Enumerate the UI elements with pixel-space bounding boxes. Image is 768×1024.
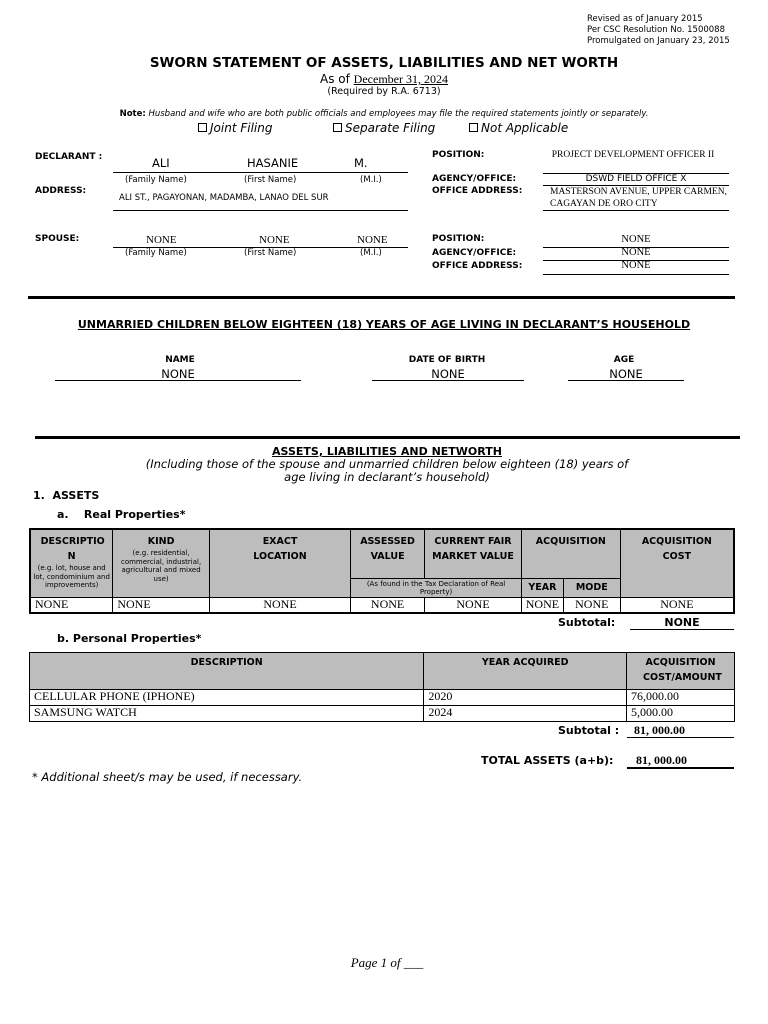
- children-dob: NONE: [431, 367, 465, 381]
- declarant-position: PROJECT DEVELOPMENT OFFICER II: [551, 150, 715, 160]
- real-assessed-header-label: ASSESSED VALUE: [360, 536, 415, 562]
- real-cost-header: [620, 529, 734, 597]
- table-row: [30, 690, 735, 706]
- real-cell: NONE: [113, 597, 210, 613]
- page-title: SWORN STATEMENT OF ASSETS, LIABILITIES AND NET WORTH: [149, 55, 619, 71]
- not-applicable-checkbox[interactable]: [469, 123, 478, 132]
- required-by: (Required by R.A. 6713): [327, 86, 441, 97]
- spouse-mi-caption: (M.I.): [360, 248, 382, 258]
- real-fair-header-label: CURRENT FAIR MARKET VALUE: [432, 536, 514, 562]
- personal-desc-cell: SAMSUNG WATCH: [30, 706, 424, 722]
- real-location-header-label: EXACT LOCATION: [253, 536, 307, 562]
- first-name-caption: (First Name): [244, 175, 297, 185]
- children-dob-underline: [372, 380, 524, 381]
- real-location-header: [209, 529, 350, 597]
- declarant-office-address: MASTERSON AVENUE, UPPER CARMEN, CAGAYAN DE ORO CITY: [550, 187, 727, 209]
- spouse-office-address-label: OFFICE ADDRESS:: [432, 261, 523, 271]
- real-mode-header: MODE: [563, 578, 620, 597]
- revision-line: Per CSC Resolution No. 1500088: [587, 25, 726, 35]
- spouse-office-address: NONE: [621, 260, 651, 271]
- real-acquisition-header-label: ACQUISITION: [535, 536, 606, 547]
- revision-line: Revised as of January 2015: [587, 14, 703, 24]
- spouse-position-label: POSITION:: [432, 234, 485, 244]
- real-desc-header-label: DESCRIPTIO N: [40, 536, 105, 562]
- real-desc-header: [30, 529, 113, 597]
- note-text: Husband and wife who are both public officials and employees may file the required statements jointly or separately.: [148, 109, 649, 119]
- declarant-first-name: HASANIE: [247, 156, 299, 170]
- address-label: ADDRESS:: [35, 186, 87, 196]
- total-assets-underline: [627, 767, 734, 769]
- real-assessed-header: [351, 529, 425, 578]
- revision-line: Promulgated on January 23, 2015: [587, 36, 730, 46]
- agency-label: AGENCY/OFFICE:: [432, 174, 517, 184]
- separate-filing-option[interactable]: [333, 121, 435, 135]
- children-name-underline: [55, 380, 301, 381]
- section-divider: [28, 296, 735, 299]
- note: [0, 109, 768, 119]
- children-dob-label: DATE OF BIRTH: [408, 355, 486, 365]
- joint-filing-option[interactable]: [198, 121, 272, 135]
- personal-subtotal-underline: [627, 737, 734, 738]
- total-assets-value: 81, 000.00: [636, 753, 687, 767]
- real-subtotal-label: Subtotal:: [558, 616, 616, 629]
- real-cell: NONE: [620, 597, 734, 613]
- personal-properties-table: [29, 652, 735, 722]
- spouse-family-caption: (Family Name): [125, 248, 187, 258]
- real-properties-table: [29, 528, 735, 614]
- section-divider: [35, 436, 740, 439]
- position-label: POSITION:: [432, 150, 485, 160]
- real-cell: NONE: [30, 597, 113, 613]
- spouse-mi: NONE: [357, 234, 388, 246]
- real-kind-header: [113, 529, 210, 597]
- as-of-date: December 31, 2024: [353, 72, 448, 86]
- assets-subheading: (Including those of the spouse and unmarried children below eighteen (18) years of age living in declarant’s household): [145, 457, 629, 484]
- real-year-header: YEAR: [521, 578, 563, 597]
- as-of-line: [0, 72, 768, 87]
- real-subtotal-underline: [630, 629, 734, 630]
- real-cell: NONE: [563, 597, 620, 613]
- personal-cost-header: [627, 653, 735, 690]
- real-fair-note-cell: [351, 578, 522, 597]
- personal-year-cell: 2024: [424, 706, 627, 722]
- personal-year-cell: 2020: [424, 690, 627, 706]
- joint-filing-label: Joint Filing: [210, 121, 273, 135]
- personal-subtotal-label: Subtotal :: [558, 724, 620, 737]
- declarant-label: DECLARANT :: [35, 152, 103, 162]
- not-applicable-label: Not Applicable: [481, 121, 569, 135]
- total-assets-label: TOTAL ASSETS (a+b):: [481, 754, 614, 767]
- spouse-agency-label: AGENCY/OFFICE:: [432, 248, 517, 258]
- declarant-family-name: ALI: [152, 156, 170, 170]
- declarant-mi: M.: [354, 156, 368, 170]
- personal-desc-cell: CELLULAR PHONE (IPHONE): [30, 690, 424, 706]
- declarant-agency: DSWD FIELD OFFICE X: [585, 174, 687, 184]
- as-of-label: As of: [320, 72, 350, 86]
- additional-note: * Additional sheet/s may be used, if necessary.: [32, 770, 303, 784]
- spouse-label: SPOUSE:: [35, 234, 80, 244]
- table-row: [30, 706, 735, 722]
- real-properties-label: a. Real Properties*: [57, 508, 186, 521]
- real-fair-header: [425, 529, 522, 578]
- office-address-underline: [543, 210, 729, 211]
- real-cell: NONE: [209, 597, 350, 613]
- personal-subtotal-value: 81, 000.00: [634, 723, 685, 737]
- spouse-first-caption: (First Name): [244, 248, 297, 258]
- real-kind-header-note: (e.g. residential, commercial, industrial, agricultural and mixed use): [120, 549, 202, 583]
- children-heading: UNMARRIED CHILDREN BELOW EIGHTEEN (18) YEARS OF AGE LIVING IN DECLARANT’S HOUSEHOLD: [77, 318, 691, 331]
- personal-cost-cell: 5,000.00: [627, 706, 735, 722]
- assets-label: 1. ASSETS: [33, 489, 100, 502]
- family-name-caption: (Family Name): [125, 175, 187, 185]
- note-label: Note:: [119, 109, 146, 119]
- real-cell: NONE: [425, 597, 522, 613]
- spouse-family-name: NONE: [146, 234, 177, 246]
- spouse-office-address-underline: [543, 274, 729, 275]
- real-cost-header-label: ACQUISITION COST: [641, 536, 712, 562]
- real-subtotal-value: NONE: [664, 616, 700, 629]
- declarant-name-underline: [113, 172, 408, 173]
- real-cell: NONE: [351, 597, 425, 613]
- children-name-label: NAME: [165, 355, 195, 365]
- declarant-address: ALI ST., PAGAYONAN, MADAMBA, LANAO DEL SUR: [119, 193, 329, 203]
- spouse-first-name: NONE: [259, 234, 290, 246]
- office-address-label: OFFICE ADDRESS:: [432, 186, 523, 196]
- personal-cost-cell: 76,000.00: [627, 690, 735, 706]
- address-underline: [113, 210, 408, 211]
- joint-filing-checkbox[interactable]: [198, 123, 207, 132]
- separate-filing-label: Separate Filing: [345, 121, 436, 135]
- mi-caption: (M.I.): [360, 175, 382, 185]
- real-fair-header-note: (As found in the Tax Declaration of Real Property): [366, 579, 506, 596]
- personal-properties-label: b. Personal Properties*: [57, 632, 202, 645]
- real-desc-header-note: (e.g. lot, house and lot, condominium and improvements): [33, 564, 110, 589]
- personal-year-header: YEAR ACQUIRED: [424, 653, 627, 690]
- spouse-position: NONE: [621, 234, 651, 245]
- separate-filing-checkbox[interactable]: [333, 123, 342, 132]
- children-age-underline: [568, 380, 684, 381]
- real-acquisition-header: [521, 529, 620, 578]
- spouse-agency: NONE: [621, 247, 651, 258]
- personal-desc-header: DESCRIPTION: [30, 653, 424, 690]
- revision-block: [587, 14, 730, 47]
- personal-cost-header-label: ACQUISITION COST/AMOUNT: [643, 657, 722, 683]
- real-cell: NONE: [521, 597, 563, 613]
- page-footer: Page 1 of ___: [350, 955, 424, 970]
- children-age-label: AGE: [613, 355, 635, 365]
- real-kind-header-label: KIND: [147, 536, 175, 547]
- children-name: NONE: [161, 367, 195, 381]
- children-age: NONE: [609, 367, 643, 381]
- not-applicable-option[interactable]: [469, 121, 568, 135]
- assets-heading: ASSETS, LIABILITIES AND NETWORTH: [272, 445, 502, 458]
